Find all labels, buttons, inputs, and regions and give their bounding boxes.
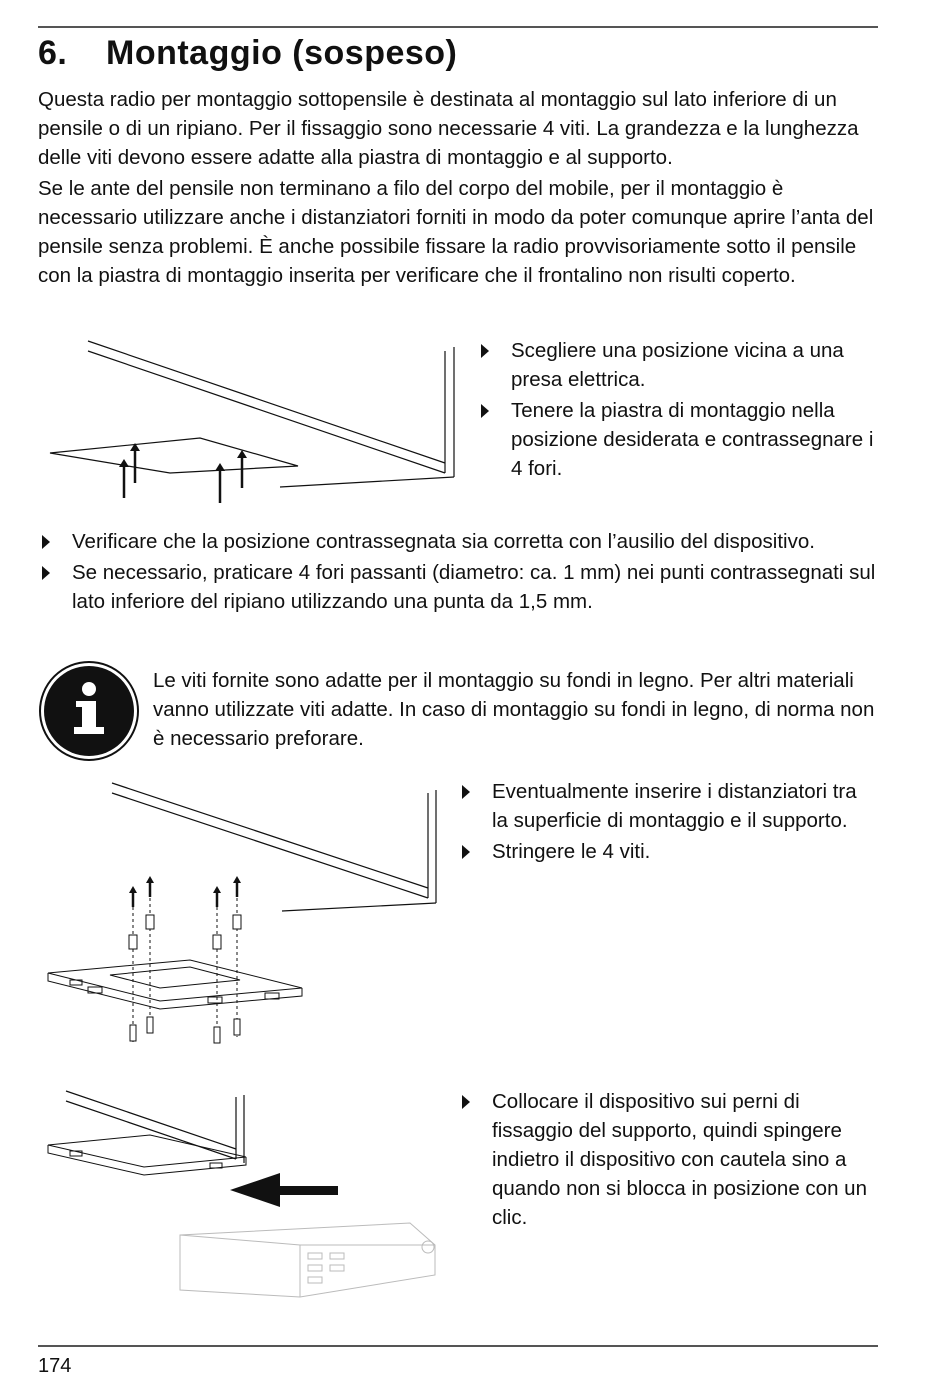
- intro-paragraph-1: Questa radio per montaggio sottopensile è destinata al montaggio sul lato inferiore di un pensile o di un ripiano. Per il fissaggio sono necessarie 4 viti. La grandezza e la lunghezza delle viti devono essere adatte alla piastra di montaggio e al supporto.: [38, 88, 859, 169]
- steps-list-4: [458, 1087, 878, 1234]
- figure-spacers-screws: [40, 775, 440, 1060]
- list-item: Eventualmente inserire i distanziatori tra la superficie di montaggio e il supporto.: [458, 777, 878, 835]
- triangle-right-icon: [462, 1095, 470, 1109]
- steps-list-1: [477, 336, 877, 485]
- list-item: Scegliere una posizione vicina a una presa elettrica.: [477, 336, 877, 394]
- triangle-right-icon: [42, 535, 50, 549]
- page-number: 174: [38, 1355, 72, 1377]
- list-item: Stringere le 4 viti.: [458, 837, 878, 866]
- section-number: 6.: [38, 34, 68, 72]
- section-title: [38, 34, 457, 73]
- triangle-right-icon: [42, 566, 50, 580]
- triangle-right-icon: [481, 404, 489, 418]
- list-item: Se necessario, praticare 4 fori passanti (diametro: ca. 1 mm) nei punti contrassegnati sul lato inferiore del ripiano utilizzando una punta da 1,5 mm.: [38, 558, 878, 616]
- figure-marking-holes: [40, 335, 470, 510]
- list-item: Collocare il dispositivo sui perni di fissaggio del supporto, quindi spingere indietro il dispositivo con cautela sino a quando non si blocca in posizione con un clic.: [458, 1087, 878, 1232]
- top-rule: [38, 26, 878, 28]
- list-item: Verificare che la posizione contrassegnata sia corretta con l’ausilio del dispositivo.: [38, 527, 878, 556]
- triangle-right-icon: [462, 845, 470, 859]
- triangle-right-icon: [481, 344, 489, 358]
- intro-paragraph-2: Se le ante del pensile non terminano a filo del corpo del mobile, per il montaggio è necessario utilizzare anche i distanziatori forniti in modo da poter comunque aprire l’anta del pensile senza problemi. È anche possibile fissare la radio provvisoriamente sotto il pensile con la piastra di montaggio inserita per verificare che il frontalino non risulti coperto.: [38, 177, 874, 287]
- section-title-text: Montaggio (sospeso): [106, 34, 458, 72]
- triangle-right-icon: [462, 785, 470, 799]
- figure-device-mounting: [40, 1085, 450, 1305]
- list-item: Tenere la piastra di montaggio nella posizione desiderata e contrassegnare i 4 fori.: [477, 396, 877, 483]
- bottom-rule: [38, 1345, 878, 1347]
- steps-list-2: [38, 527, 878, 618]
- steps-list-3: [458, 777, 878, 868]
- info-icon: [38, 660, 140, 762]
- info-note-text: Le viti fornite sono adatte per il montaggio su fondi in legno. Per altri materiali vanno utilizzate viti adatte. In caso di montaggio su fondi in legno, di norma non è necessario preforare.: [153, 669, 875, 750]
